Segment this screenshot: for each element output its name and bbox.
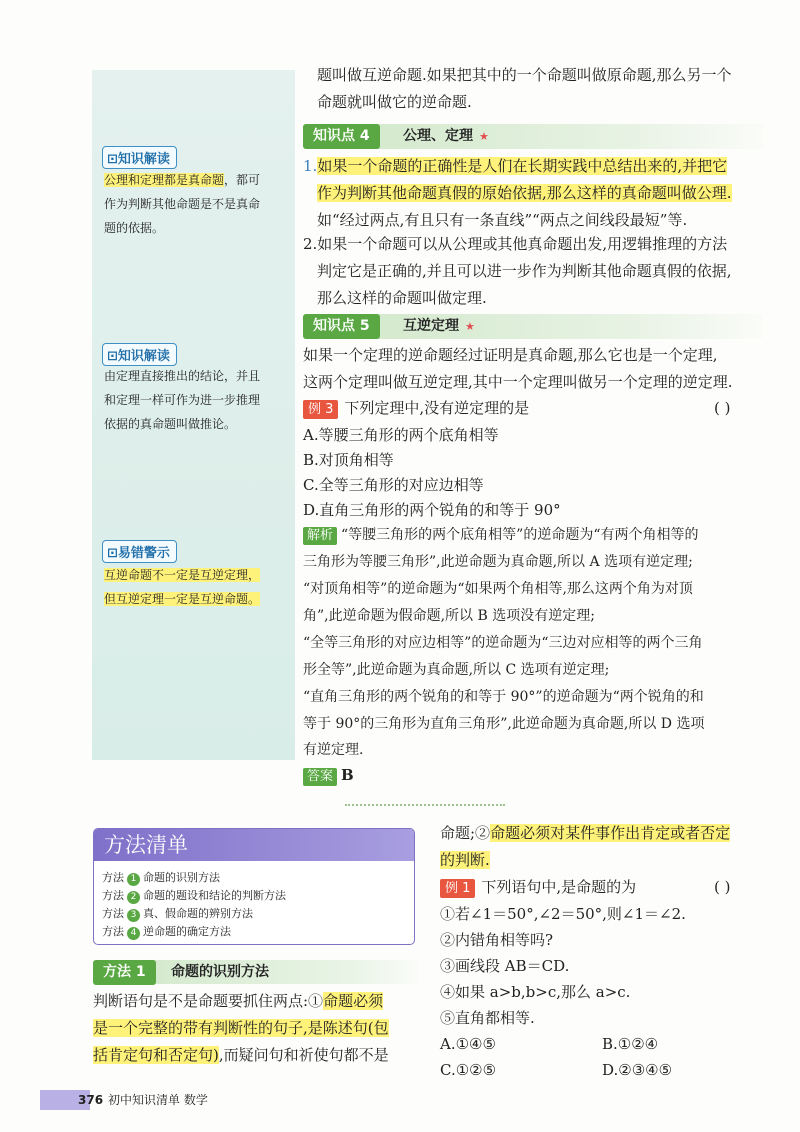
solution-tag: 解析: [303, 527, 337, 545]
note-text: 由定理直接推出的结论，并且: [104, 369, 261, 383]
statement-item: ④如果 a>b,b>c,那么 a>c.: [440, 983, 631, 1001]
paragraph-line: 如果一个定理的逆命题经过证明是真命题,那么它也是一个定理,: [303, 346, 718, 364]
option-b: B.①②④: [602, 1035, 659, 1053]
sidebar-note-body: [104, 364, 284, 436]
sidebar-note-title: ⊡知识解读: [102, 146, 177, 169]
answer-tag: 答案: [303, 768, 337, 786]
highlight-text: 的判断.: [440, 851, 490, 869]
solution-line: 解析 “等腰三角形的两个底角相等”的逆命题为“有两个角相等的: [303, 522, 699, 548]
paragraph-line: 如“经过两点,有且只有一条直线”“两点之间线段最短”等.: [317, 211, 688, 229]
highlight-text: 互逆命题不一定是互逆定理，: [104, 568, 261, 582]
solution-line: “对顶角相等”的逆命题为“如果两个角相等,那么这两个角为对顶: [303, 581, 693, 597]
paragraph-line: 2.如果一个命题可以从公理或其他真命题出发,用逻辑推理的方法: [303, 235, 728, 253]
paragraph-line: 这两个定理叫做互逆定理,其中一个定理叫做另一个定理的逆定理.: [303, 373, 733, 391]
option-b: B.对顶角相等: [303, 451, 394, 469]
paragraph-line: 判定它是正确的,并且可以进一步作为判断其他命题真假的依据,: [317, 262, 732, 280]
example-tag: 例 1: [440, 879, 475, 898]
note-icon: ⊡: [107, 349, 118, 364]
sidebar-warning-title: ⊡易错警示: [102, 540, 177, 563]
highlight-text: 括肯定句和否定句): [93, 1046, 219, 1064]
method-item: 方法 3 真、假命题的辨别方法: [102, 907, 253, 920]
number-badge: 1: [127, 873, 140, 886]
note-text: 依据的真命题叫做推论。: [104, 417, 237, 431]
solution-line: 形全等”,此逆命题为真命题,所以 C 选项有逆定理;: [303, 662, 610, 678]
answer-blank: ( ): [714, 878, 731, 896]
paragraph-line: 判断语句是不是命题要抓住两点:①命题必须: [93, 992, 384, 1010]
method-item: 方法 1 命题的识别方法: [102, 871, 220, 884]
methods-list-box: [93, 828, 415, 945]
note-text: ，都可: [224, 173, 261, 187]
solution-line: 等于 90°的三角形为直角三角形”,此逆命题为真命题,所以 D 选项: [303, 716, 705, 732]
paragraph-line: [440, 847, 490, 874]
method-item: 方法 2 命题的题设和结论的判断方法: [102, 889, 286, 902]
answer-blank: ( ): [714, 399, 731, 417]
number-badge: 3: [127, 909, 140, 922]
option-d: D.②③④⑤: [602, 1061, 673, 1079]
knowledge-point-title: 互逆定理 ★: [403, 318, 475, 334]
statement-item: ③画线段 AB＝CD.: [440, 957, 570, 975]
highlight-text: 但互逆定理一定是互逆命题。: [104, 592, 261, 606]
method-item: 方法 4 逆命题的确定方法: [102, 925, 231, 938]
option-c: C.全等三角形的对应边相等: [303, 476, 484, 494]
knowledge-point-title: 公理、定理 ★: [403, 128, 489, 144]
knowledge-point-tag: 知识点 5: [303, 314, 380, 339]
number-badge: 4: [127, 927, 140, 940]
divider: [345, 804, 505, 806]
solution-line: “全等三角形的对应边相等”的逆命题为“三边对应相等的两个三角: [303, 635, 703, 651]
method-title: 命题的识别方法: [171, 964, 269, 980]
answer-line: 答案 B: [303, 762, 354, 789]
statement-item: ②内错角相等吗?: [440, 931, 554, 949]
paragraph-line: 那么这样的命题叫做定理.: [317, 289, 487, 307]
note-text: 题的依据。: [104, 221, 165, 235]
sidebar-note-title: ⊡知识解读: [102, 343, 177, 366]
warning-icon: ⊡: [107, 546, 118, 561]
statement-item: ⑤直角都相等.: [440, 1009, 535, 1027]
paragraph-line: 命题就叫做它的逆命题.: [317, 93, 472, 111]
star-icon: ★: [479, 130, 489, 143]
methods-title: 方法清单: [104, 833, 188, 857]
methods-header: [94, 829, 414, 861]
knowledge-point-header: [303, 124, 763, 149]
highlight-text: 如果一个命题的正确性是人们在长期实践中总结出来的,并把它: [317, 157, 728, 175]
solution-line: 角”,此逆命题为假命题,所以 B 选项没有逆定理;: [303, 608, 595, 624]
method-tag: 方法 1: [93, 960, 156, 985]
page-number: 376: [78, 1093, 104, 1107]
highlight-text: 命题必须对某件事作出肯定或者否定: [490, 824, 731, 842]
sidebar-warning-body: [104, 563, 284, 611]
statement-item: ①若∠1＝50°,∠2＝50°,则∠1＝∠2.: [440, 905, 686, 923]
example-question: 例 3 下列定理中,没有逆定理的是: [303, 395, 529, 422]
highlight-text: 是一个完整的带有判断性的句子,是陈述句(包: [93, 1019, 389, 1037]
highlight-text: 公理和定理都是真命题: [104, 173, 225, 187]
example-question: 例 1 下列语句中,是命题的为: [440, 874, 636, 901]
option-a: A.等腰三角形的两个底角相等: [303, 426, 499, 444]
solution-line: 有逆定理.: [303, 742, 364, 758]
option-d: D.直角三角形的两个锐角的和等于 90°: [303, 501, 561, 519]
sidebar-note-body: [104, 168, 284, 240]
paragraph-line: 1.如果一个命题的正确性是人们在长期实践中总结出来的,并把它: [303, 157, 728, 175]
option-a: A.①④⑤: [440, 1035, 496, 1053]
number-badge: 2: [127, 891, 140, 904]
paragraph-line: 命题;②命题必须对某件事作出肯定或者否定: [440, 824, 731, 842]
highlight-text: 作为判断其他命题真假的原始依据,那么这样的真命题叫做公理.: [317, 184, 732, 202]
footer-title: 初中知识清单 数学: [108, 1093, 208, 1107]
method-header: [93, 960, 418, 984]
option-c: C.①②⑤: [440, 1061, 497, 1079]
example-tag: 例 3: [303, 400, 338, 419]
star-icon: ★: [465, 320, 475, 333]
paragraph-line: 题叫做互逆命题.如果把其中的一个命题叫做原命题,那么另一个: [317, 66, 732, 84]
note-text: 和定理一样可作为进一步推理: [104, 393, 261, 407]
knowledge-point-tag: 知识点 4: [303, 124, 380, 149]
solution-line: 三角形为等腰三角形”,此逆命题为真命题,所以 A 选项有逆定理;: [303, 554, 693, 570]
solution-line: “直角三角形的两个锐角的和等于 90°”的逆命题为“两个锐角的和: [303, 689, 704, 705]
paragraph-line: [317, 180, 732, 207]
paragraph-line: [93, 1015, 389, 1042]
knowledge-point-header: [303, 314, 763, 339]
note-text: 作为判断其他命题是不是真命: [104, 197, 261, 211]
paragraph-line: 括肯定句和否定句),而疑问句和祈使句都不是: [93, 1046, 389, 1064]
highlight-text: 命题必须: [323, 992, 384, 1010]
note-icon: ⊡: [107, 152, 118, 167]
